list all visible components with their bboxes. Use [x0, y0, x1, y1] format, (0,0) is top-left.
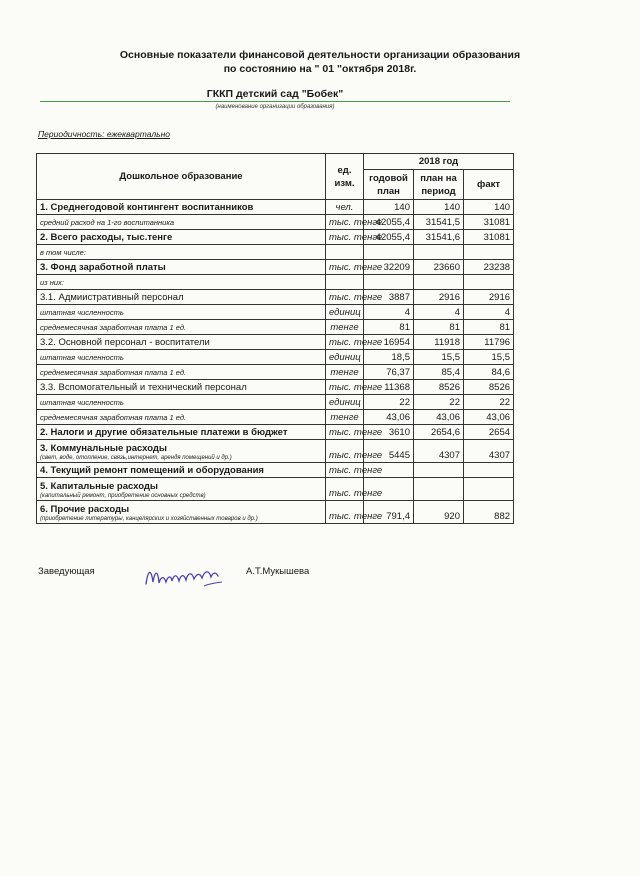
table-row [37, 335, 514, 350]
row-fact: 31081 [464, 215, 514, 230]
row-unit: тыс. тенге [326, 230, 364, 245]
row-unit: тыс. тенге [326, 290, 364, 305]
row-fact: 15,5 [464, 350, 514, 365]
row-label [37, 275, 326, 290]
row-plan-period: 85,4 [414, 365, 464, 380]
row-unit: чел. [326, 200, 364, 215]
row-plan-year: 3610 [364, 425, 414, 440]
row-label [37, 230, 326, 245]
row-plan-year: 140 [364, 200, 414, 215]
row-label [37, 305, 326, 320]
table-row [37, 320, 514, 335]
row-plan-year: 76,37 [364, 365, 414, 380]
row-label-text: 4. Текущий ремонт помещений и оборудования [40, 464, 264, 476]
row-unit: тыс. тенге [326, 380, 364, 395]
row-plan-year: 16954 [364, 335, 414, 350]
table-row [37, 395, 514, 410]
row-plan-period [414, 463, 464, 478]
row-label-note: (свет, воде, отопление, связь,интернет, арендя помещений и др.) [40, 455, 232, 461]
row-plan-period: 81 [414, 320, 464, 335]
row-label [37, 335, 326, 350]
row-fact [464, 463, 514, 478]
row-plan-period: 2916 [414, 290, 464, 305]
row-label-text: 6. Прочие расходы [40, 504, 130, 515]
row-plan-period: 23660 [414, 260, 464, 275]
row-plan-year: 4 [364, 305, 414, 320]
row-label [37, 425, 326, 440]
report-table [36, 153, 514, 524]
row-label-text: в том числе: [40, 247, 86, 257]
row-label [37, 365, 326, 380]
row-label-text: среднемесячная заработная плата 1 ед. [40, 367, 187, 377]
row-plan-year: 81 [364, 320, 414, 335]
row-label-text: 3. Коммунальные расходы [40, 443, 168, 454]
table-row [37, 275, 514, 290]
header-category: Дошкольное образование [37, 154, 326, 200]
row-label-text: среднемесячная заработная плата 1 ед. [40, 322, 187, 332]
row-unit [326, 245, 364, 260]
row-label-text: 1. Среднегодовой контингент воспитанников [40, 201, 254, 213]
row-label-text: 2. Налоги и другие обязательные платежи в бюджет [40, 426, 288, 438]
row-label-text: средний расход на 1-го воспитанника [40, 217, 175, 227]
row-fact: 43,06 [464, 410, 514, 425]
table-row [37, 200, 514, 215]
row-label-text: штатная численность [40, 397, 124, 407]
row-label [37, 320, 326, 335]
row-plan-year: 42055,4 [364, 215, 414, 230]
row-fact: 23238 [464, 260, 514, 275]
periodicity: Периодичность: ежеквартально [38, 129, 171, 139]
row-plan-year: 32209 [364, 260, 414, 275]
row-fact: 31081 [464, 230, 514, 245]
row-plan-period: 2654,6 [414, 425, 464, 440]
row-plan-year: 791,4 [364, 501, 414, 524]
row-plan-year: 3887 [364, 290, 414, 305]
row-label [37, 440, 326, 463]
row-unit: тыс. тенге [326, 463, 364, 478]
row-fact: 8526 [464, 380, 514, 395]
row-label [37, 260, 326, 275]
row-unit: тыс. тенге [326, 335, 364, 350]
row-unit: тыс. тенге [326, 440, 364, 463]
row-label [37, 380, 326, 395]
row-label-text: штатная численность [40, 307, 124, 317]
row-plan-period: 31541,6 [414, 230, 464, 245]
row-plan-period: 8526 [414, 380, 464, 395]
row-label [37, 410, 326, 425]
organization-hint: (наименование организации образования) [215, 104, 335, 110]
row-label-text: среднемесячная заработная плата 1 ед. [40, 412, 187, 422]
header-plan-period: план на период [414, 170, 464, 200]
row-plan-year: 11368 [364, 380, 414, 395]
row-label-text: из них: [40, 277, 64, 287]
row-plan-year [364, 245, 414, 260]
row-plan-period: 4307 [414, 440, 464, 463]
row-plan-year: 43,06 [364, 410, 414, 425]
row-fact: 4307 [464, 440, 514, 463]
row-plan-period: 31541,5 [414, 215, 464, 230]
row-fact: 2654 [464, 425, 514, 440]
row-unit: тыс. тенге [326, 215, 364, 230]
report-title-line2: по состоянию на " 01 "октября 2018г. [223, 63, 417, 75]
row-label-text: 3. Фонд заработной платы [40, 261, 166, 273]
row-label-text: 3.2. Основной персонал - воспитатели [40, 336, 210, 348]
row-label-note: (капитальный ремонт, приобретение основных средств) [40, 493, 206, 499]
table-row [37, 410, 514, 425]
row-fact: 22 [464, 395, 514, 410]
row-label-text: 3.3. Вспомогательный и технический персонал [40, 381, 247, 393]
table-row [37, 501, 514, 524]
row-unit: единиц [326, 350, 364, 365]
header-year: 2018 год [364, 154, 514, 170]
footer-name: А.Т.Мукышева [246, 566, 310, 577]
row-label-text: штатная численность [40, 352, 124, 362]
row-unit: единиц [326, 395, 364, 410]
row-fact: 81 [464, 320, 514, 335]
row-fact: 882 [464, 501, 514, 524]
row-unit: тенге [326, 365, 364, 380]
row-fact: 84,6 [464, 365, 514, 380]
header-plan-year: годовой план [364, 170, 414, 200]
organization-name: ГККП детский сад "Бобек" [206, 88, 344, 100]
row-label [37, 290, 326, 305]
row-plan-period: 11918 [414, 335, 464, 350]
row-label [37, 350, 326, 365]
row-label [37, 215, 326, 230]
organization-underline [40, 101, 510, 102]
row-plan-year [364, 275, 414, 290]
table-row [37, 290, 514, 305]
row-unit: тыс. тенге [326, 478, 364, 501]
table-row [37, 245, 514, 260]
row-label-text: 2. Всего расходы, тыс.тенге [40, 231, 173, 243]
table-row [37, 215, 514, 230]
row-fact: 140 [464, 200, 514, 215]
header-unit: ед. изм. [326, 154, 364, 200]
row-label [37, 478, 326, 501]
row-plan-period [414, 275, 464, 290]
report-rows [37, 200, 514, 524]
header-fact: факт [464, 170, 514, 200]
row-plan-period: 15,5 [414, 350, 464, 365]
row-unit: единиц [326, 305, 364, 320]
table-row [37, 380, 514, 395]
row-plan-year: 22 [364, 395, 414, 410]
table-row [37, 478, 514, 501]
row-label-note: (приобретение литературы, канцелярских и хозяйственных товаров и др.) [40, 516, 258, 522]
table-row [37, 305, 514, 320]
row-plan-year: 5445 [364, 440, 414, 463]
row-fact: 11796 [464, 335, 514, 350]
row-label-text: 3.1. Адмиистративный персонал [40, 291, 184, 303]
row-plan-period: 43,06 [414, 410, 464, 425]
row-plan-period [414, 478, 464, 501]
report-title [60, 48, 580, 76]
table-row [37, 230, 514, 245]
row-fact [464, 478, 514, 501]
row-fact: 2916 [464, 290, 514, 305]
row-label [37, 200, 326, 215]
row-unit: тенге [326, 410, 364, 425]
table-row [37, 463, 514, 478]
row-plan-period [414, 245, 464, 260]
row-label [37, 395, 326, 410]
table-row [37, 350, 514, 365]
row-fact [464, 275, 514, 290]
row-plan-period: 920 [414, 501, 464, 524]
row-unit: тенге [326, 320, 364, 335]
row-label-text: 5. Капитальные расходы [40, 481, 159, 492]
row-unit [326, 275, 364, 290]
table-row [37, 440, 514, 463]
row-unit: тыс. тенге [326, 260, 364, 275]
table-row [37, 425, 514, 440]
table-row [37, 365, 514, 380]
row-unit: тыс. тенге [326, 425, 364, 440]
row-plan-year: 42055,4 [364, 230, 414, 245]
row-label [37, 463, 326, 478]
row-fact: 4 [464, 305, 514, 320]
row-plan-period: 4 [414, 305, 464, 320]
row-label [37, 501, 326, 524]
table-row [37, 260, 514, 275]
signature-handwritten [142, 562, 226, 592]
row-unit: тыс. тенге [326, 501, 364, 524]
row-label [37, 245, 326, 260]
row-plan-year: 18,5 [364, 350, 414, 365]
report-title-line1: Основные показатели финансовой деятельности организации образования [119, 49, 521, 61]
row-fact [464, 245, 514, 260]
row-plan-period: 140 [414, 200, 464, 215]
row-plan-period: 22 [414, 395, 464, 410]
footer-position: Заведующая [38, 566, 95, 577]
